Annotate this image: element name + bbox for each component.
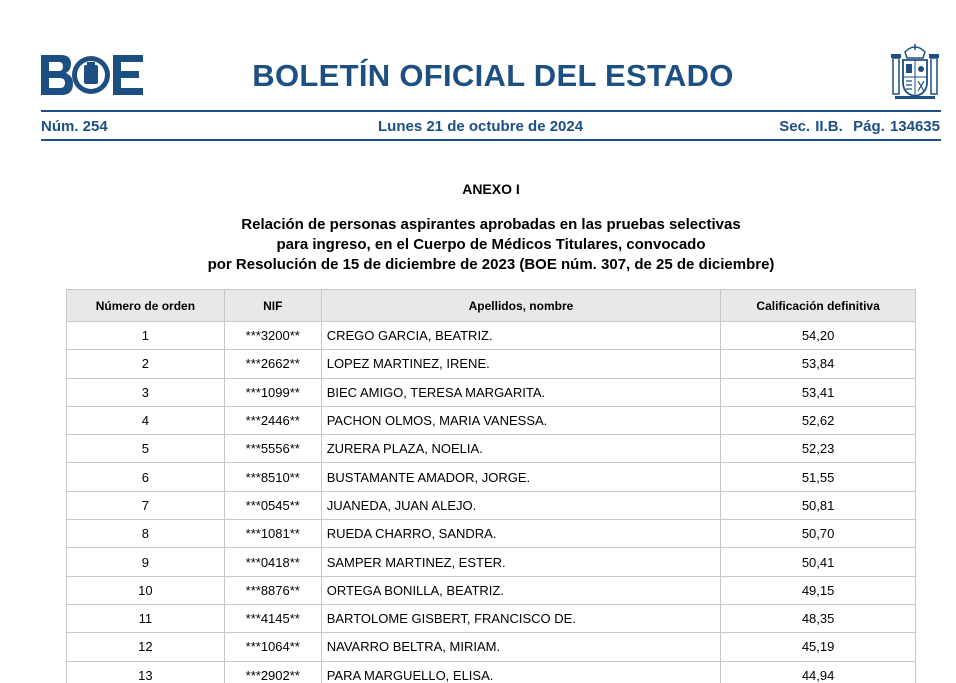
table-row	[67, 604, 916, 632]
cell-name: PACHON OLMOS, MARIA VANESSA.	[321, 406, 720, 434]
spain-coat-of-arms-icon	[889, 44, 941, 101]
cell-nif: ***1099**	[224, 378, 321, 406]
cell-score: 44,94	[721, 661, 916, 683]
header-rule-bottom	[41, 139, 941, 141]
cell-name: SAMPER MARTINEZ, ESTER.	[321, 548, 720, 576]
cell-name: BUSTAMANTE AMADOR, JORGE.	[321, 463, 720, 491]
cell-order: 5	[67, 435, 225, 463]
issue-date: Lunes 21 de octubre de 2024	[378, 118, 584, 135]
cell-order: 2	[67, 350, 225, 378]
cell-score: 51,55	[721, 463, 916, 491]
cell-name: NAVARRO BELTRA, MIRIAM.	[321, 633, 720, 661]
table-row	[67, 548, 916, 576]
subtitle-line: por Resolución de 15 de diciembre de 2023 (BOE núm. 307, de 25 de diciembre)	[207, 256, 775, 273]
cell-nif: ***2662**	[224, 350, 321, 378]
table-header-row	[67, 290, 916, 322]
table-row	[67, 576, 916, 604]
cell-name: ORTEGA BONILLA, BEATRIZ.	[321, 576, 720, 604]
cell-score: 53,84	[721, 350, 916, 378]
cell-score: 54,20	[721, 322, 916, 350]
column-header-nif: NIF	[224, 290, 321, 322]
cell-nif: ***2902**	[224, 661, 321, 683]
table-row	[67, 378, 916, 406]
subtitle-line: para ingreso, en el Cuerpo de Médicos Titulares, convocado	[276, 236, 706, 253]
table-row	[67, 435, 916, 463]
cell-name: PARA MARGUELLO, ELISA.	[321, 661, 720, 683]
cell-name: RUEDA CHARRO, SANDRA.	[321, 520, 720, 548]
cell-nif: ***0418**	[224, 548, 321, 576]
page-title: BOLETÍN OFICIAL DEL ESTADO	[252, 58, 734, 93]
cell-nif: ***1064**	[224, 633, 321, 661]
column-header-name: Apellidos, nombre	[321, 290, 720, 322]
header-rule-top	[41, 110, 941, 112]
cell-score: 45,19	[721, 633, 916, 661]
cell-name: BARTOLOME GISBERT, FRANCISCO DE.	[321, 604, 720, 632]
cell-name: CREGO GARCIA, BEATRIZ.	[321, 322, 720, 350]
cell-name: ZURERA PLAZA, NOELIA.	[321, 435, 720, 463]
annex-subtitle	[0, 215, 956, 275]
cell-order: 13	[67, 661, 225, 683]
cell-score: 50,41	[721, 548, 916, 576]
cell-order: 8	[67, 520, 225, 548]
cell-score: 50,81	[721, 491, 916, 519]
cell-score: 50,70	[721, 520, 916, 548]
boe-logo-icon	[41, 55, 143, 95]
annex-heading: ANEXO I	[462, 181, 520, 197]
results-table	[66, 289, 916, 683]
cell-name: JUANEDA, JUAN ALEJO.	[321, 491, 720, 519]
cell-score: 53,41	[721, 378, 916, 406]
table-row	[67, 463, 916, 491]
table-row	[67, 520, 916, 548]
column-header-score: Calificación definitiva	[721, 290, 916, 322]
cell-nif: ***8510**	[224, 463, 321, 491]
cell-order: 6	[67, 463, 225, 491]
cell-nif: ***5556**	[224, 435, 321, 463]
cell-nif: ***8876**	[224, 576, 321, 604]
column-header-order: Número de orden	[67, 290, 225, 322]
cell-nif: ***2446**	[224, 406, 321, 434]
cell-order: 12	[67, 633, 225, 661]
issue-number: Núm. 254	[41, 118, 108, 135]
table-row	[67, 350, 916, 378]
cell-name: LOPEZ MARTINEZ, IRENE.	[321, 350, 720, 378]
cell-order: 1	[67, 322, 225, 350]
cell-order: 4	[67, 406, 225, 434]
cell-nif: ***4145**	[224, 604, 321, 632]
cell-nif: ***0545**	[224, 491, 321, 519]
cell-score: 49,15	[721, 576, 916, 604]
table-row	[67, 491, 916, 519]
cell-nif: ***3200**	[224, 322, 321, 350]
table-row	[67, 406, 916, 434]
cell-name: BIEC AMIGO, TERESA MARGARITA.	[321, 378, 720, 406]
cell-nif: ***1081**	[224, 520, 321, 548]
cell-score: 52,23	[721, 435, 916, 463]
cell-score: 48,35	[721, 604, 916, 632]
cell-score: 52,62	[721, 406, 916, 434]
table-row	[67, 661, 916, 683]
cell-order: 10	[67, 576, 225, 604]
cell-order: 9	[67, 548, 225, 576]
subtitle-line: Relación de personas aspirantes aprobadas en las pruebas selectivas	[241, 216, 741, 233]
cell-order: 3	[67, 378, 225, 406]
cell-order: 11	[67, 604, 225, 632]
cell-order: 7	[67, 491, 225, 519]
table-row	[67, 633, 916, 661]
section-page: Sec. II.B. Pág. 134635	[779, 118, 940, 135]
table-row	[67, 322, 916, 350]
